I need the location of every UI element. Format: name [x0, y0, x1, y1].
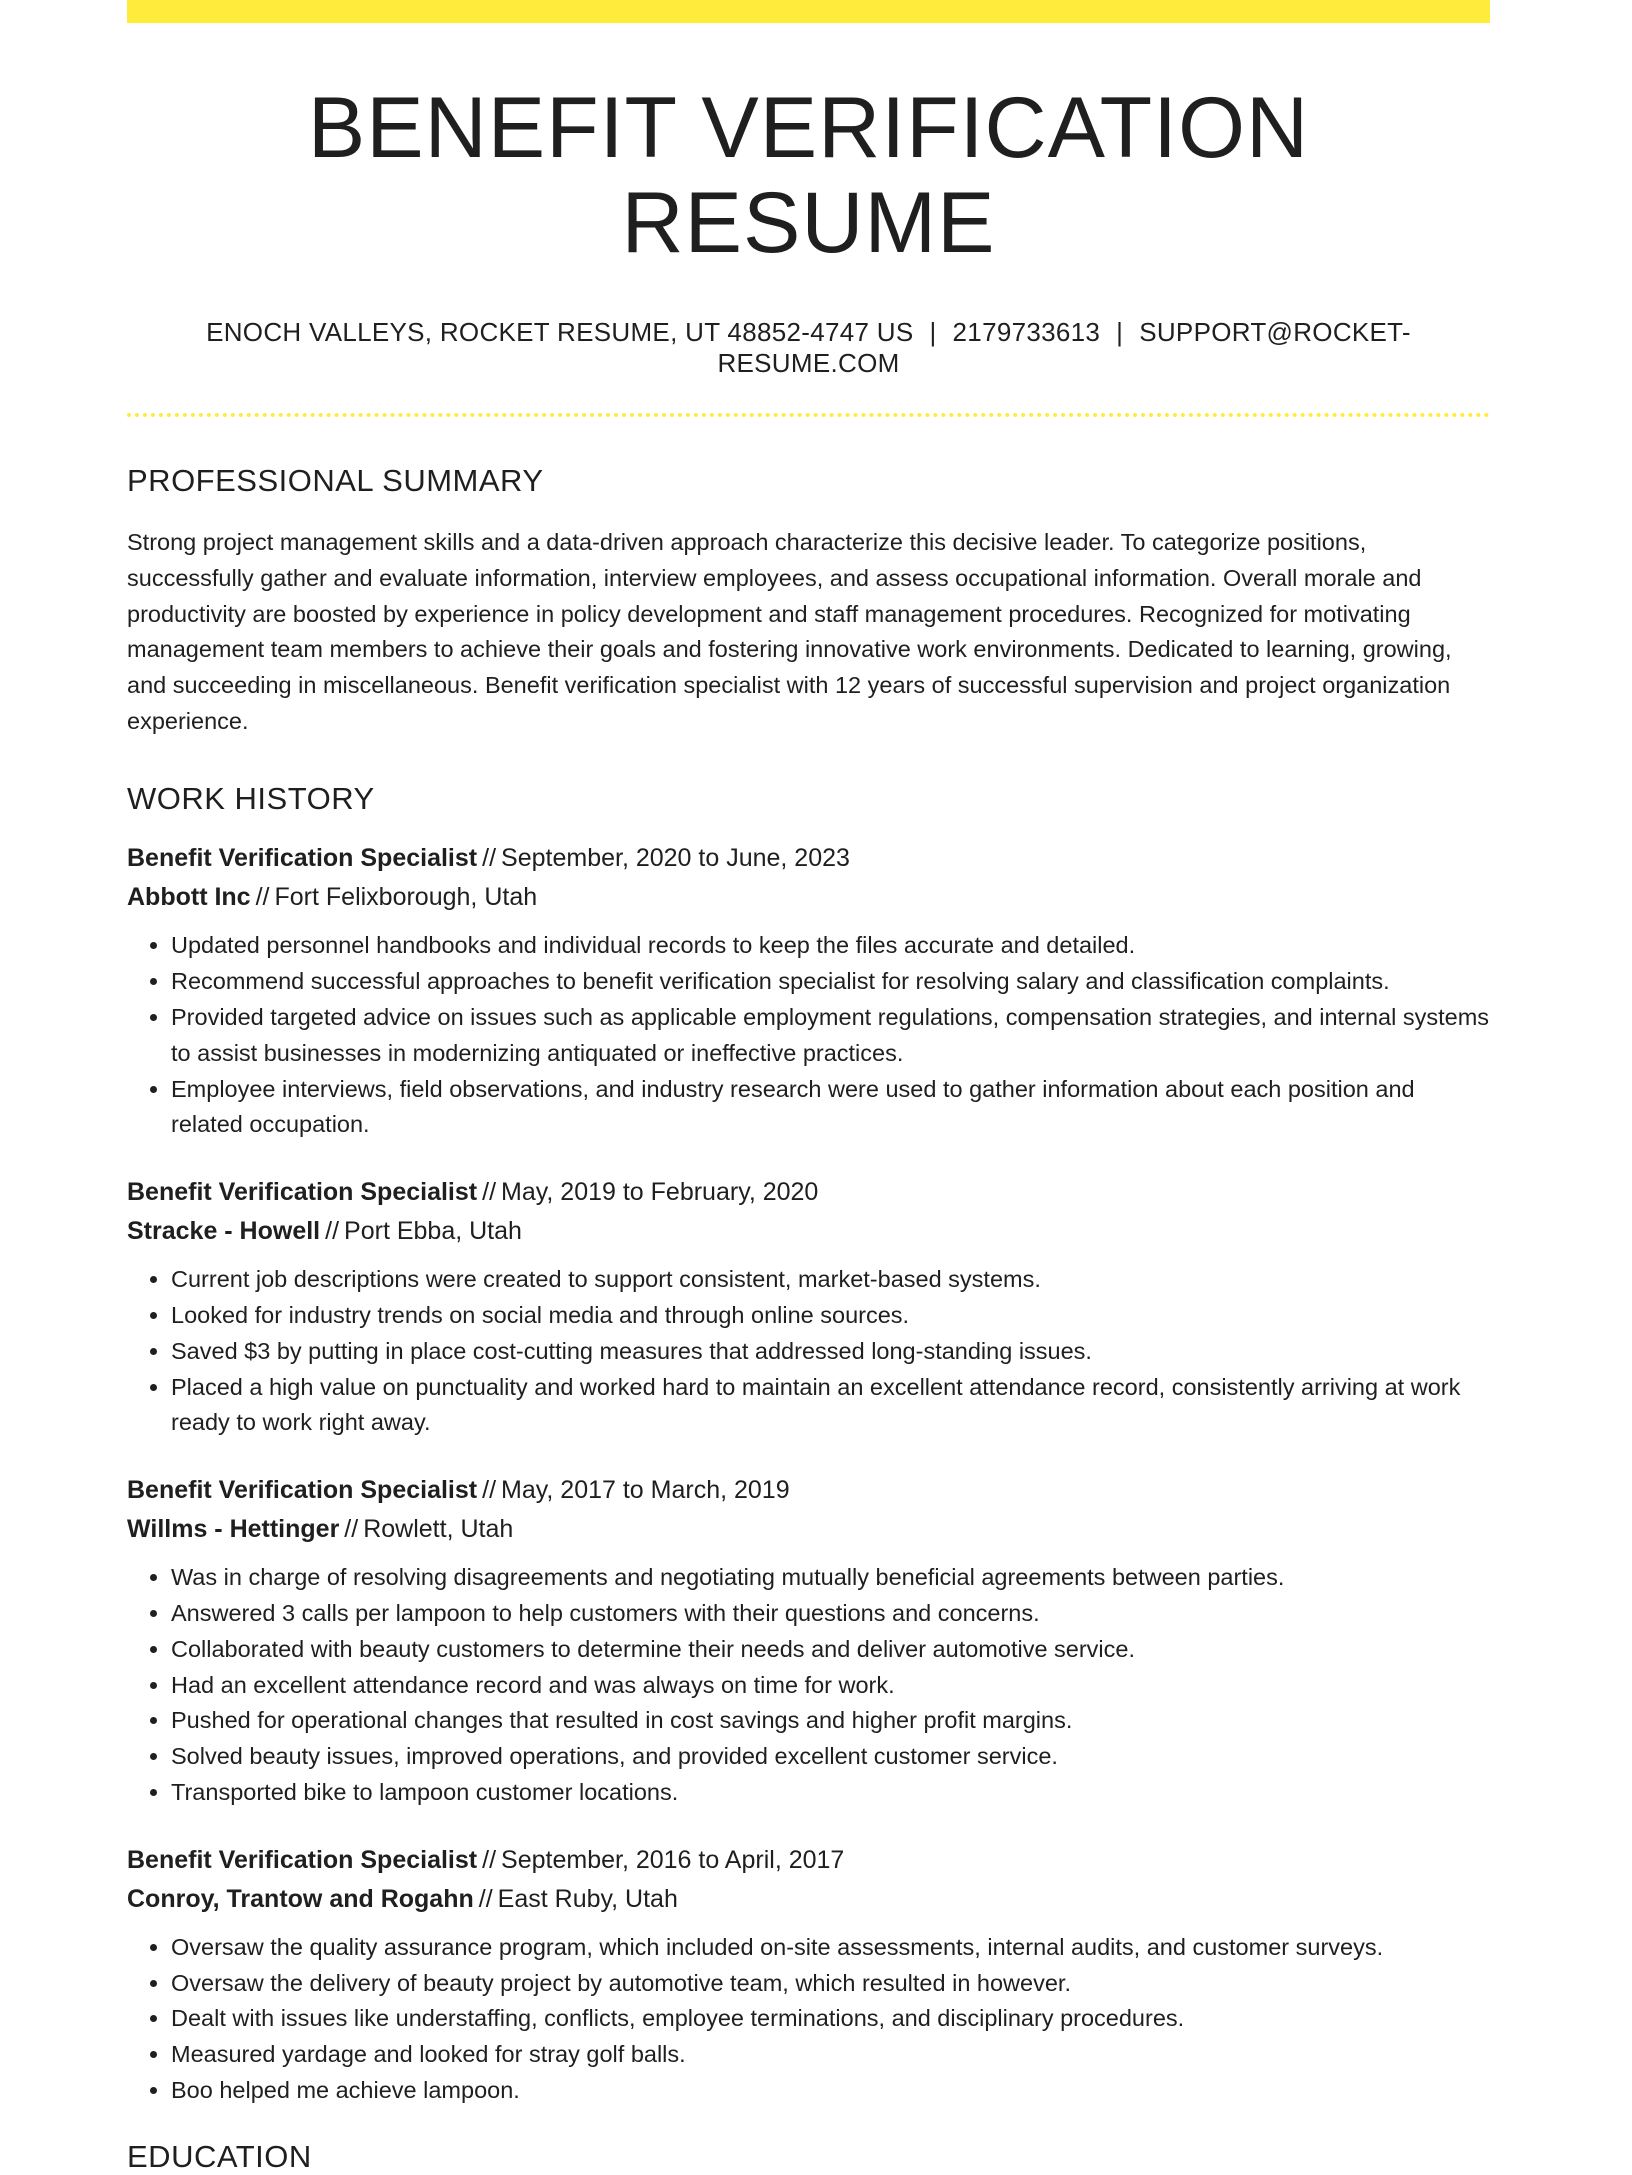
job-bullet-item: • Current job descriptions were created to support consistent, market-based systems.	[171, 1262, 1490, 1298]
contact-separator: |	[929, 317, 937, 348]
job-bullet-item: • Boo helped me achieve lampoon.	[171, 2073, 1490, 2109]
job-separator: //	[255, 883, 270, 912]
job-bullet-list	[127, 1560, 1490, 1811]
job-dates: May, 2019 to February, 2020	[501, 1178, 819, 1207]
job-location: Rowlett, Utah	[363, 1515, 514, 1544]
job-bullet-item: • Pushed for operational changes that resulted in cost savings and higher profit margins.	[171, 1703, 1490, 1739]
job-company: Stracke - Howell	[127, 1217, 321, 1246]
job-title: Benefit Verification Specialist	[127, 1845, 478, 1874]
job-bullet-list	[127, 1262, 1490, 1441]
education-heading: EDUCATION	[127, 2138, 312, 2174]
job-bullet-item: • Saved $3 by putting in place cost-cutting measures that addressed long-standing issues.	[171, 1334, 1490, 1370]
job-location: East Ruby, Utah	[497, 1884, 678, 1913]
job-bullet-item: • Recommend successful approaches to benefit verification specialist for resolving salary and classification complaints.	[171, 964, 1490, 1000]
job-title-line	[127, 1173, 1490, 1212]
job-company: Willms - Hettinger	[127, 1515, 340, 1544]
job-company-line	[127, 1510, 1490, 1549]
job-entry	[127, 839, 1490, 1143]
job-company: Conroy, Trantow and Rogahn	[127, 1884, 474, 1913]
job-company-line	[127, 1212, 1490, 1251]
job-separator: //	[482, 844, 497, 873]
job-bullet-item: • Looked for industry trends on social media and through online sources.	[171, 1298, 1490, 1334]
job-bullet-item: • Had an excellent attendance record and was always on time for work.	[171, 1668, 1490, 1704]
job-entry	[127, 1173, 1490, 1441]
job-bullet-item: • Oversaw the quality assurance program, which included on-site assessments, internal audits, and customer surveys.	[171, 1930, 1490, 1966]
job-company: Abbott Inc	[127, 883, 251, 912]
page-title: BENEFIT VERIFICATION RESUME	[307, 80, 1310, 271]
job-separator: //	[482, 1476, 497, 1505]
job-separator: //	[325, 1217, 340, 1246]
job-location: Fort Felixborough, Utah	[274, 883, 538, 912]
job-bullet-item: • Updated personnel handbooks and individual records to keep the files accurate and detailed.	[171, 928, 1490, 964]
job-title-line	[127, 1841, 1490, 1880]
job-bullet-item: • Provided targeted advice on issues such as applicable employment regulations, compensation strategies, and internal systems to assist businesses in modernizing antiquated or ineffective practices.	[171, 1000, 1490, 1072]
job-bullet-list	[127, 1930, 1490, 2109]
job-bullet-item: • Collaborated with beauty customers to determine their needs and deliver automotive service.	[171, 1632, 1490, 1668]
job-dates: May, 2017 to March, 2019	[501, 1476, 790, 1505]
contact-phone: 2179733613	[952, 317, 1101, 348]
job-entry	[127, 1841, 1490, 2109]
job-bullet-item: • Oversaw the delivery of beauty project by automotive team, which resulted in however.	[171, 1966, 1490, 2002]
job-company-line	[127, 878, 1490, 917]
job-bullet-item: • Measured yardage and looked for stray golf balls.	[171, 2037, 1490, 2073]
job-title-line	[127, 839, 1490, 878]
dotted-divider	[127, 413, 1490, 417]
job-bullet-item: • Answered 3 calls per lampoon to help customers with their questions and concerns.	[171, 1596, 1490, 1632]
work-history-list	[127, 839, 1490, 2108]
job-title: Benefit Verification Specialist	[127, 1178, 478, 1207]
contact-separator: |	[1116, 317, 1124, 348]
job-title-line	[127, 1471, 1490, 1510]
job-bullet-item: • Placed a high value on punctuality and worked hard to maintain an excellent attendance record, consistently arriving at work ready to work right away.	[171, 1370, 1490, 1442]
job-separator: //	[478, 1884, 493, 1913]
work-history-heading: WORK HISTORY	[127, 781, 375, 817]
job-separator: //	[482, 1845, 497, 1874]
job-title: Benefit Verification Specialist	[127, 1476, 478, 1505]
job-separator: //	[344, 1515, 359, 1544]
job-company-line	[127, 1880, 1490, 1919]
job-bullet-list	[127, 928, 1490, 1143]
summary-text: Strong project management skills and a data-driven approach characterize this decisive leader. To categorize positions, successfully gather and evaluate information, interview employees, and assess occupational information. Overall morale and productivity are boosted by experience in policy development and staff management procedures. Recognized for motivating management team members to achieve their goals and fostering innovative work environments. Dedicated to learning, growing, and succeeding in miscellaneous. Benefit verification specialist with 12 years of successful supervision and project organization experience.	[127, 529, 1452, 734]
job-bullet-item: • Dealt with issues like understaffing, conflicts, employee terminations, and disciplinary procedures.	[171, 2001, 1490, 2037]
job-location: Port Ebba, Utah	[344, 1217, 522, 1246]
job-separator: //	[482, 1178, 497, 1207]
job-dates: September, 2020 to June, 2023	[501, 844, 850, 873]
contact-address: ENOCH VALLEYS, ROCKET RESUME, UT 48852-4747 US	[206, 317, 914, 348]
job-bullet-item: • Employee interviews, field observations, and industry research were used to gather information about each position and related occupation.	[171, 1072, 1490, 1144]
contact-email: SUPPORT@ROCKET-RESUME.COM	[717, 317, 1411, 379]
resume-page	[127, 0, 1490, 2175]
top-accent-bar	[127, 0, 1490, 23]
contact-line	[127, 317, 1490, 379]
job-bullet-item: • Transported bike to lampoon customer locations.	[171, 1775, 1490, 1811]
job-bullet-item: • Solved beauty issues, improved operations, and provided excellent customer service.	[171, 1739, 1490, 1775]
summary-heading: PROFESSIONAL SUMMARY	[127, 463, 544, 499]
job-entry	[127, 1471, 1490, 1811]
job-dates: September, 2016 to April, 2017	[501, 1845, 845, 1874]
job-title: Benefit Verification Specialist	[127, 844, 478, 873]
job-bullet-item: • Was in charge of resolving disagreements and negotiating mutually beneficial agreements between parties.	[171, 1560, 1490, 1596]
